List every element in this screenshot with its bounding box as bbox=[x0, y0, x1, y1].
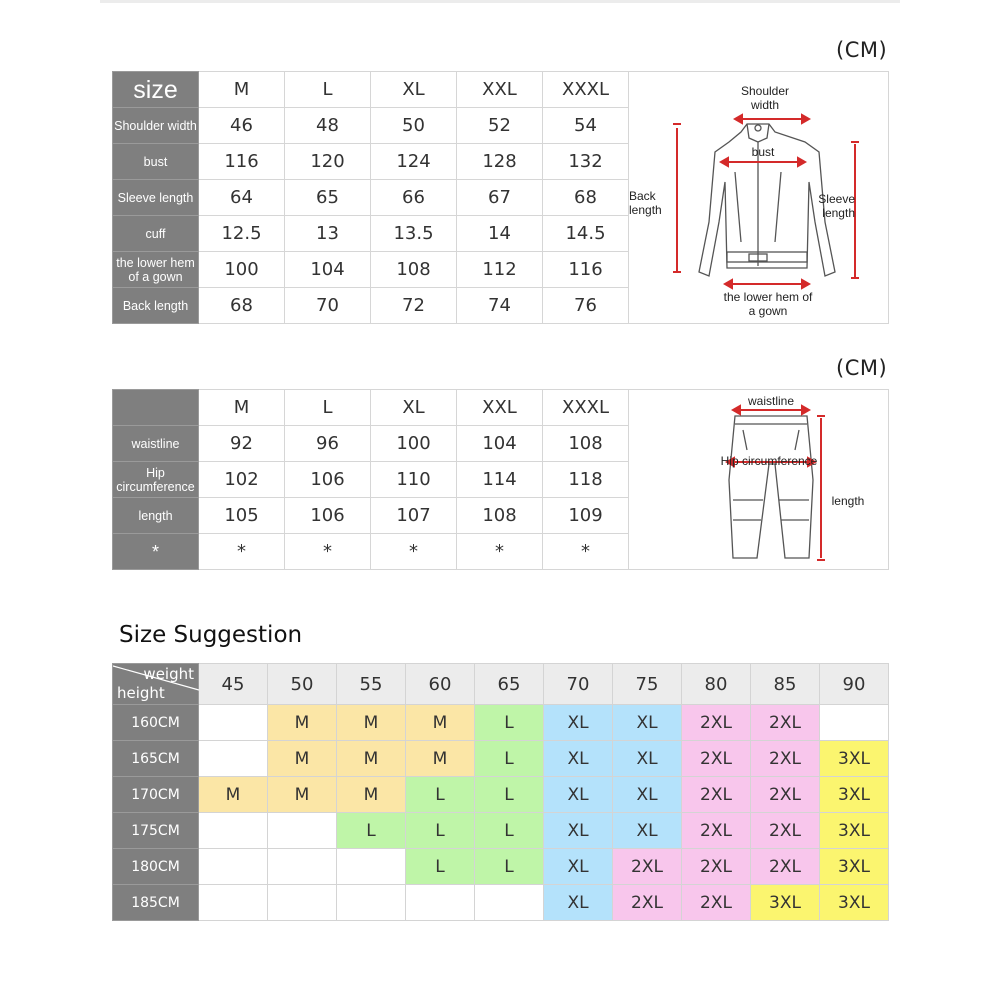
size-suggestion-cell: 2XL bbox=[682, 777, 751, 813]
table-row bbox=[113, 777, 889, 813]
diagram-label-hip: Hip circumference bbox=[720, 454, 818, 468]
table-cell: 68 bbox=[199, 288, 285, 324]
size-suggestion-cell bbox=[199, 741, 268, 777]
table-cell: 112 bbox=[457, 252, 543, 288]
table-cell: 116 bbox=[199, 144, 285, 180]
table-cell: 66 bbox=[371, 180, 457, 216]
diagram-label-waist: waistline bbox=[747, 394, 795, 408]
size-suggestion-cell: 2XL bbox=[751, 741, 820, 777]
table-cell: 105 bbox=[199, 498, 285, 534]
weight-col-header: 70 bbox=[544, 664, 613, 705]
size-suggestion-cell: L bbox=[475, 777, 544, 813]
size-suggestion-cell: L bbox=[337, 813, 406, 849]
table-cell: 14 bbox=[457, 216, 543, 252]
table-cell: 52 bbox=[457, 108, 543, 144]
top-divider bbox=[100, 0, 900, 3]
weight-col-header: 50 bbox=[268, 664, 337, 705]
height-row-label: 170CM bbox=[113, 777, 199, 813]
size-suggestion-cell: XL bbox=[613, 777, 682, 813]
size-suggestion-cell: XL bbox=[544, 705, 613, 741]
diagram-label-sleeve: Sleeve length bbox=[818, 192, 855, 220]
weight-col-header: 45 bbox=[199, 664, 268, 705]
size-suggestion-cell: M bbox=[337, 741, 406, 777]
size-suggestion-cell bbox=[199, 813, 268, 849]
jacket-diagram-cell bbox=[629, 72, 889, 324]
size-suggestion-cell: L bbox=[475, 705, 544, 741]
height-row-label: 160CM bbox=[113, 705, 199, 741]
size-suggestion-cell bbox=[337, 849, 406, 885]
weight-col-header: 60 bbox=[406, 664, 475, 705]
pants-knee-panels bbox=[733, 500, 809, 520]
size-suggestion-cell: 3XL bbox=[820, 741, 889, 777]
table-cell: 14.5 bbox=[543, 216, 629, 252]
row-label: bust bbox=[113, 144, 199, 180]
weight-col-header: 80 bbox=[682, 664, 751, 705]
size-suggestion-cell: L bbox=[475, 813, 544, 849]
size-suggestion-cell: 3XL bbox=[820, 885, 889, 921]
size-suggestion-cell: L bbox=[475, 849, 544, 885]
size-suggestion-cell: XL bbox=[544, 849, 613, 885]
height-row-label: 165CM bbox=[113, 741, 199, 777]
size-suggestion-cell: 2XL bbox=[682, 705, 751, 741]
table-cell: 108 bbox=[543, 426, 629, 462]
size-col-header: M bbox=[199, 390, 285, 426]
table-row bbox=[113, 741, 889, 777]
diagram-label-hem: the lower hem of a gown bbox=[723, 290, 813, 318]
size-suggestion-cell: L bbox=[406, 849, 475, 885]
table-cell: * bbox=[199, 534, 285, 570]
table-cell: 104 bbox=[457, 426, 543, 462]
size-suggestion-cell: XL bbox=[613, 705, 682, 741]
size-suggestion-cell bbox=[337, 885, 406, 921]
size-suggestion-cell bbox=[268, 885, 337, 921]
table-cell: 13 bbox=[285, 216, 371, 252]
size-suggestion-cell: XL bbox=[544, 777, 613, 813]
size-suggestion-cell bbox=[199, 849, 268, 885]
size-suggestion-cell: M bbox=[268, 741, 337, 777]
size-suggestion-cell: M bbox=[337, 777, 406, 813]
table-row bbox=[113, 885, 889, 921]
jacket-button bbox=[755, 125, 761, 131]
size-suggestion-cell: L bbox=[406, 813, 475, 849]
size-suggestion-cell: 2XL bbox=[613, 885, 682, 921]
table-cell: 48 bbox=[285, 108, 371, 144]
unit-label-jacket: (CM) bbox=[836, 38, 888, 62]
table-cell: 64 bbox=[199, 180, 285, 216]
table-cell: 12.5 bbox=[199, 216, 285, 252]
row-label: Sleeve length bbox=[113, 180, 199, 216]
size-suggestion-cell bbox=[406, 885, 475, 921]
table-cell: 50 bbox=[371, 108, 457, 144]
weight-col-header: 75 bbox=[613, 664, 682, 705]
size-suggestion-cell bbox=[268, 849, 337, 885]
size-col-header: XXL bbox=[457, 72, 543, 108]
row-label: * bbox=[113, 534, 199, 570]
table-cell: 100 bbox=[371, 426, 457, 462]
table-cell: 106 bbox=[285, 498, 371, 534]
table-cell: 114 bbox=[457, 462, 543, 498]
table-row bbox=[113, 705, 889, 741]
size-suggestion-cell: 2XL bbox=[682, 885, 751, 921]
size-suggestion-cell: 2XL bbox=[682, 849, 751, 885]
size-col-header: XL bbox=[371, 390, 457, 426]
table-cell: 96 bbox=[285, 426, 371, 462]
size-col-header: XXXL bbox=[543, 390, 629, 426]
table-cell: 46 bbox=[199, 108, 285, 144]
pants-diagram-cell bbox=[629, 390, 889, 570]
table-cell: 76 bbox=[543, 288, 629, 324]
row-label: Back length bbox=[113, 288, 199, 324]
size-col-header: XXL bbox=[457, 390, 543, 426]
row-label: waistline bbox=[113, 426, 199, 462]
size-suggestion-cell: M bbox=[199, 777, 268, 813]
size-col-header: L bbox=[285, 390, 371, 426]
size-suggestion-cell: M bbox=[268, 777, 337, 813]
size-suggestion-cell: 2XL bbox=[682, 741, 751, 777]
height-label: height bbox=[117, 684, 165, 702]
row-label: Shoulder width bbox=[113, 108, 199, 144]
table-cell: 92 bbox=[199, 426, 285, 462]
table-cell: 107 bbox=[371, 498, 457, 534]
table-cell: 67 bbox=[457, 180, 543, 216]
table-cell: * bbox=[457, 534, 543, 570]
table-cell: 104 bbox=[285, 252, 371, 288]
size-suggestion-cell: 3XL bbox=[751, 885, 820, 921]
size-suggestion-cell: M bbox=[406, 741, 475, 777]
size-suggestion-cell: 2XL bbox=[682, 813, 751, 849]
weight-col-header: 55 bbox=[337, 664, 406, 705]
table-cell: 118 bbox=[543, 462, 629, 498]
size-suggestion-cell: 2XL bbox=[751, 813, 820, 849]
table-row bbox=[113, 849, 889, 885]
size-suggestion-cell: L bbox=[406, 777, 475, 813]
table-cell: 72 bbox=[371, 288, 457, 324]
jacket-size-table bbox=[112, 71, 889, 324]
pants-diagram bbox=[629, 390, 889, 568]
table-cell: 13.5 bbox=[371, 216, 457, 252]
size-suggestion-cell: M bbox=[406, 705, 475, 741]
size-suggestion-cell bbox=[820, 705, 889, 741]
height-row-label: 175CM bbox=[113, 813, 199, 849]
size-suggestion-cell: M bbox=[337, 705, 406, 741]
size-col-header: XXXL bbox=[543, 72, 629, 108]
size-suggestion-cell: 2XL bbox=[613, 849, 682, 885]
table-cell: * bbox=[543, 534, 629, 570]
table-cell: 74 bbox=[457, 288, 543, 324]
size-col-header: XL bbox=[371, 72, 457, 108]
row-label: cuff bbox=[113, 216, 199, 252]
size-suggestion-cell: 2XL bbox=[751, 705, 820, 741]
size-suggestion-cell: XL bbox=[613, 741, 682, 777]
size-header: size bbox=[113, 72, 199, 108]
weight-label: weight bbox=[143, 665, 194, 683]
size-suggestion-table bbox=[112, 663, 889, 921]
size-suggestion-cell: 2XL bbox=[751, 849, 820, 885]
table-cell: 106 bbox=[285, 462, 371, 498]
pants-size-table bbox=[112, 389, 889, 570]
table-cell: 128 bbox=[457, 144, 543, 180]
pants-outline bbox=[729, 416, 813, 558]
table-cell: 110 bbox=[371, 462, 457, 498]
size-suggestion-cell bbox=[199, 705, 268, 741]
diagram-label-bust: bust bbox=[751, 145, 775, 159]
table-cell: 100 bbox=[199, 252, 285, 288]
table-cell: 124 bbox=[371, 144, 457, 180]
size-suggestion-cell bbox=[475, 885, 544, 921]
table-cell: 102 bbox=[199, 462, 285, 498]
weight-col-header: 65 bbox=[475, 664, 544, 705]
size-suggestion-cell: XL bbox=[613, 813, 682, 849]
height-row-label: 185CM bbox=[113, 885, 199, 921]
size-suggestion-cell: XL bbox=[544, 813, 613, 849]
table-cell: 109 bbox=[543, 498, 629, 534]
table-cell: 68 bbox=[543, 180, 629, 216]
unit-label-pants: (CM) bbox=[836, 356, 888, 380]
table-row bbox=[113, 813, 889, 849]
table-cell: * bbox=[285, 534, 371, 570]
size-suggestion-cell: 3XL bbox=[820, 849, 889, 885]
size-suggestion-title: Size Suggestion bbox=[119, 622, 303, 648]
pants-pockets bbox=[743, 430, 799, 450]
size-header-empty bbox=[113, 390, 199, 426]
table-cell: * bbox=[371, 534, 457, 570]
table-cell: 108 bbox=[371, 252, 457, 288]
size-col-header: M bbox=[199, 72, 285, 108]
height-row-label: 180CM bbox=[113, 849, 199, 885]
size-suggestion-cell: L bbox=[475, 741, 544, 777]
size-col-header: L bbox=[285, 72, 371, 108]
size-suggestion-cell bbox=[268, 813, 337, 849]
table-cell: 54 bbox=[543, 108, 629, 144]
weight-height-corner bbox=[113, 664, 199, 705]
table-cell: 116 bbox=[543, 252, 629, 288]
size-suggestion-cell: XL bbox=[544, 741, 613, 777]
size-suggestion-cell: M bbox=[268, 705, 337, 741]
size-suggestion-cell: 3XL bbox=[820, 813, 889, 849]
weight-col-header: 90 bbox=[820, 664, 889, 705]
row-label: Hip circumference bbox=[113, 462, 199, 498]
diagram-label-length: length bbox=[831, 494, 865, 508]
table-cell: 132 bbox=[543, 144, 629, 180]
weight-header-row bbox=[113, 664, 889, 705]
diagram-label-back: Back length bbox=[629, 189, 662, 217]
size-suggestion-cell bbox=[199, 885, 268, 921]
table-cell: 108 bbox=[457, 498, 543, 534]
size-suggestion-cell: 3XL bbox=[820, 777, 889, 813]
table-cell: 70 bbox=[285, 288, 371, 324]
row-label: the lower hem of a gown bbox=[113, 252, 199, 288]
diagram-label-shoulder: Shoulder width bbox=[740, 84, 790, 112]
jacket-collar bbox=[747, 124, 769, 142]
table-cell: 65 bbox=[285, 180, 371, 216]
table-cell: 120 bbox=[285, 144, 371, 180]
size-suggestion-cell: 2XL bbox=[751, 777, 820, 813]
weight-col-header: 85 bbox=[751, 664, 820, 705]
row-label: length bbox=[113, 498, 199, 534]
size-suggestion-cell: XL bbox=[544, 885, 613, 921]
